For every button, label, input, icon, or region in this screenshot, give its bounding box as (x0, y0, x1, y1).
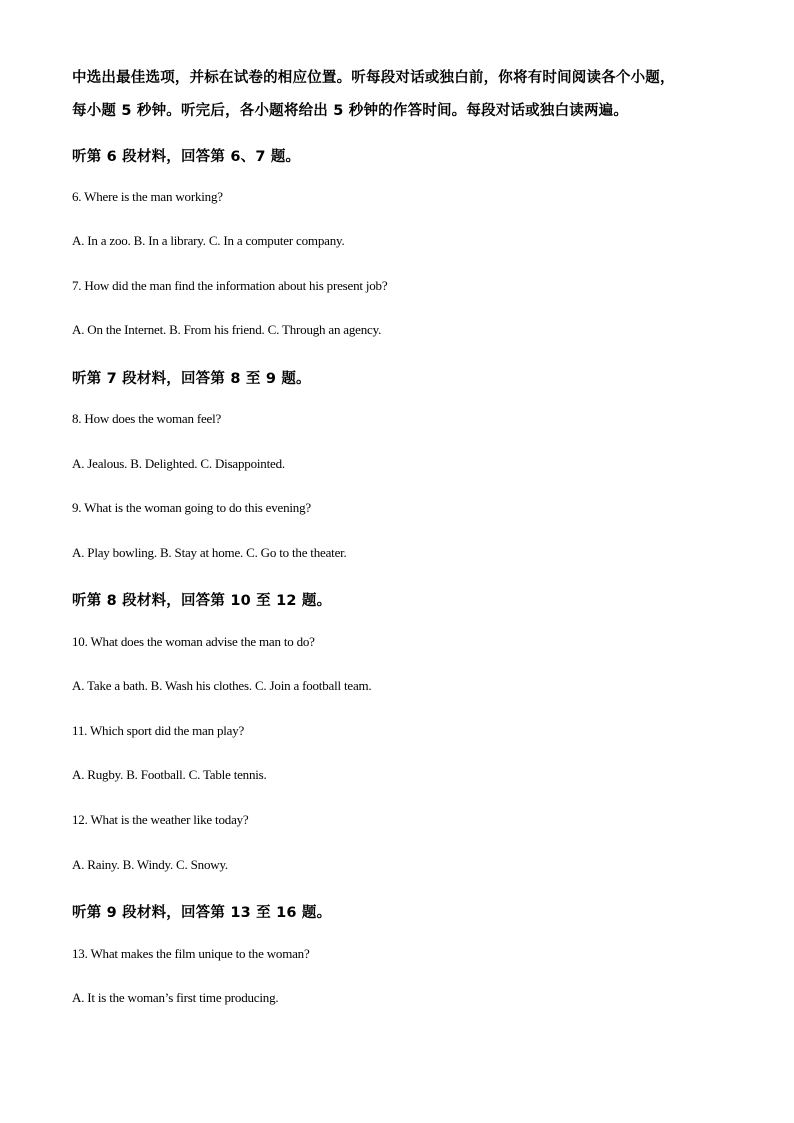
answer-options: A. It is the woman’s first time producing. (72, 990, 279, 1005)
question-text: 13. What makes the film unique to the woman? (72, 946, 310, 961)
question-text: 7. How did the man find the information about his present job? (72, 278, 388, 293)
answer-options: A. Play bowling. B. Stay at home. C. Go to the theater. (72, 545, 347, 560)
answer-options: A. On the Internet. B. From his friend. C. Through an agency. (72, 322, 382, 337)
answer-options: A. Take a bath. B. Wash his clothes. C. Join a football team. (72, 678, 372, 693)
question-text: 10. What does the woman advise the man to do? (72, 634, 315, 649)
question-text: 12. What is the weather like today? (72, 812, 249, 827)
instruction-line-1: 中选出最佳选项，并标在试卷的相应位置。听每段对话或独白前，你将有时间阅读各个小题， (72, 70, 675, 86)
section-heading: 听第 8 段材料，回答第 10 至 12 题。 (72, 593, 332, 609)
section-heading: 听第 6 段材料，回答第 6、7 题。 (72, 149, 301, 165)
answer-options: A. In a zoo. B. In a library. C. In a computer company. (72, 233, 345, 248)
question-text: 9. What is the woman going to do this evening? (72, 500, 311, 515)
question-text: 6. Where is the man working? (72, 189, 223, 204)
instruction-line-2: 每小题 5 秒钟。听完后，各小题将给出 5 秒钟的作答时间。每段对话或独白读两遍。 (72, 103, 629, 119)
question-text: 11. Which sport did the man play? (72, 723, 245, 738)
answer-options: A. Rugby. B. Football. C. Table tennis. (72, 767, 267, 782)
answer-options: A. Rainy. B. Windy. C. Snowy. (72, 857, 228, 872)
section-heading: 听第 7 段材料，回答第 8 至 9 题。 (72, 371, 311, 387)
section-heading: 听第 9 段材料，回答第 13 至 16 题。 (72, 905, 332, 921)
question-text: 8. How does the woman feel? (72, 411, 222, 426)
answer-options: A. Jealous. B. Delighted. C. Disappointed. (72, 456, 285, 471)
